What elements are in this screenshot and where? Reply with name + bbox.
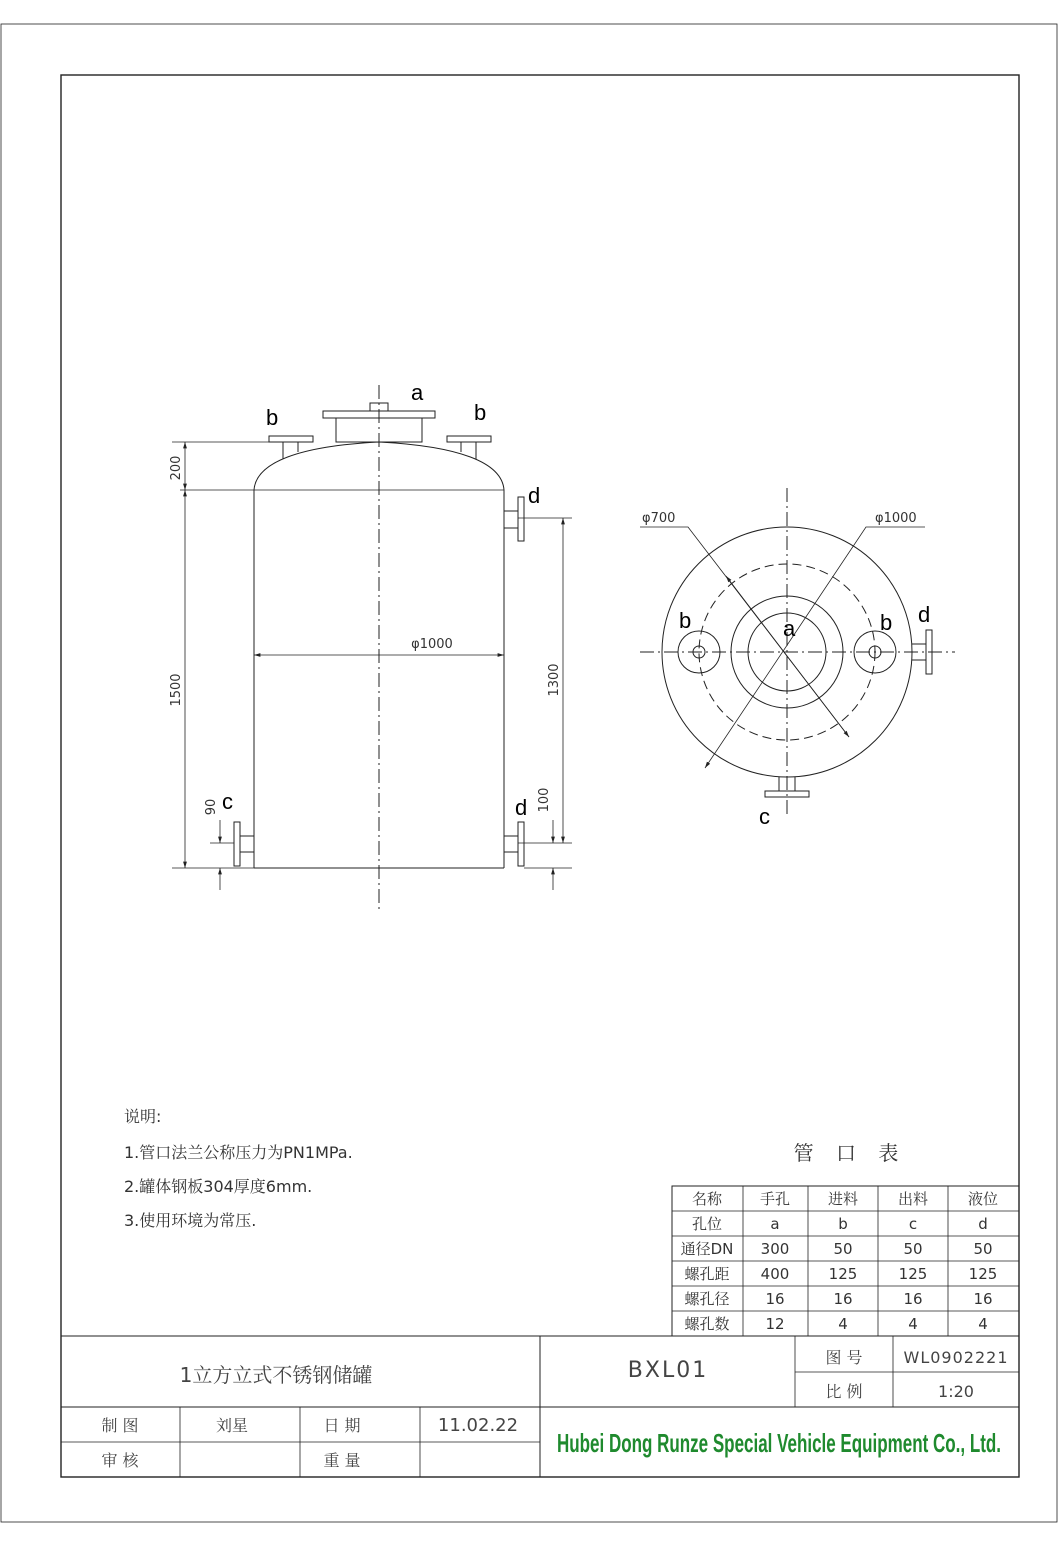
company-name: Hubei Dong Runze Special Vehicle Equipment Co., Ltd. (557, 1428, 1001, 1458)
table-row-header: 螺孔数 (684, 1315, 730, 1333)
table-cell: 125 (828, 1265, 858, 1283)
label-c-top: c (759, 804, 770, 829)
dim-phi1000-front: φ1000 (411, 637, 453, 652)
table-cell: 4 (908, 1315, 918, 1333)
table-cell: 400 (760, 1265, 790, 1283)
leader-phi1000 (705, 527, 925, 768)
nozzle-table (672, 1141, 1019, 1336)
note-1: 1.管口法兰公称压力为PN1MPa. (124, 1143, 353, 1162)
notes-heading: 说明: (124, 1107, 162, 1126)
check-label: 审 核 (101, 1451, 139, 1470)
table-cell: 50 (973, 1240, 993, 1258)
label-d-top: d (918, 602, 931, 627)
inner-border (61, 75, 1019, 1477)
note-2: 2.罐体钢板304厚度6mm. (124, 1177, 313, 1196)
nozzle-b-right-flange (447, 436, 491, 442)
drawing-no-label: 图 号 (825, 1348, 863, 1367)
scale-label: 比 例 (825, 1382, 863, 1401)
table-cell: 16 (973, 1290, 993, 1308)
table-cell: 50 (903, 1240, 923, 1258)
date-value: 11.02.22 (437, 1415, 519, 1436)
table-cell: 4 (838, 1315, 848, 1333)
label-b-front-left: b (266, 405, 279, 430)
label-b-top-right: b (880, 610, 893, 635)
table-cell: 300 (760, 1240, 790, 1258)
nozzle-c-flange (234, 822, 240, 866)
nozzle-d-upper-flange (518, 497, 524, 541)
table-row-header: 螺孔距 (684, 1265, 730, 1283)
label-a-front: a (411, 380, 424, 405)
table-cell: c (908, 1215, 918, 1233)
drawing-name: 1立方立式不锈钢储罐 (179, 1363, 373, 1387)
drawn-label: 制 图 (101, 1416, 139, 1435)
date-label: 日 期 (323, 1416, 361, 1435)
label-a-top: a (783, 616, 796, 641)
outer-border (1, 24, 1057, 1522)
drawing-code: BXL01 (627, 1358, 709, 1383)
table-cell: 16 (833, 1290, 853, 1308)
label-c-front: c (222, 789, 233, 814)
dim-phi1000-top: φ1000 (875, 511, 917, 526)
table-row-header: 孔位 (691, 1215, 723, 1233)
table-cell: 50 (833, 1240, 853, 1258)
label-b-front-right: b (474, 400, 487, 425)
label-b-top-left: b (679, 608, 692, 633)
table-row-header: 通径DN (680, 1240, 734, 1258)
table-cell: b (838, 1215, 848, 1233)
weight-label: 重 量 (323, 1451, 361, 1470)
note-3: 3.使用环境为常压. (124, 1211, 257, 1230)
table-cell: 125 (898, 1265, 928, 1283)
nozzle-b-left-flange (269, 436, 313, 442)
table-row-header: 螺孔径 (684, 1290, 730, 1308)
label-d-front-upper: d (528, 483, 541, 508)
leader-phi700 (640, 527, 849, 737)
top-view (640, 488, 955, 829)
dim-1300: 1300 (547, 663, 562, 697)
table-cell: 12 (765, 1315, 785, 1333)
table-cell: 125 (968, 1265, 998, 1283)
dim-phi700: φ700 (642, 511, 676, 526)
scale-value: 1:20 (938, 1382, 974, 1401)
dim-90: 90 (204, 798, 219, 816)
table-cell: a (770, 1215, 780, 1233)
dim-200: 200 (169, 455, 184, 481)
nozzle-table-title: 管 口 表 (793, 1141, 907, 1165)
drawing-no: WL0902221 (903, 1348, 1009, 1367)
nozzle-d-lower-flange (518, 822, 524, 866)
table-cell: d (978, 1215, 988, 1233)
dim-1500: 1500 (169, 673, 184, 707)
table-cell: 4 (978, 1315, 988, 1333)
table-cell: 出料 (897, 1190, 929, 1208)
front-view (169, 380, 572, 912)
table-cell: 16 (903, 1290, 923, 1308)
drawn-by: 刘星 (215, 1416, 249, 1435)
table-cell: 手孔 (759, 1190, 791, 1208)
table-cell: 液位 (967, 1190, 999, 1208)
dim-100: 100 (537, 787, 552, 813)
table-row-header: 名称 (691, 1190, 723, 1208)
table-cell: 16 (765, 1290, 785, 1308)
notes (124, 1107, 353, 1230)
table-cell: 进料 (827, 1190, 859, 1208)
label-d-front-lower: d (515, 795, 528, 820)
title-block (61, 1336, 1019, 1477)
